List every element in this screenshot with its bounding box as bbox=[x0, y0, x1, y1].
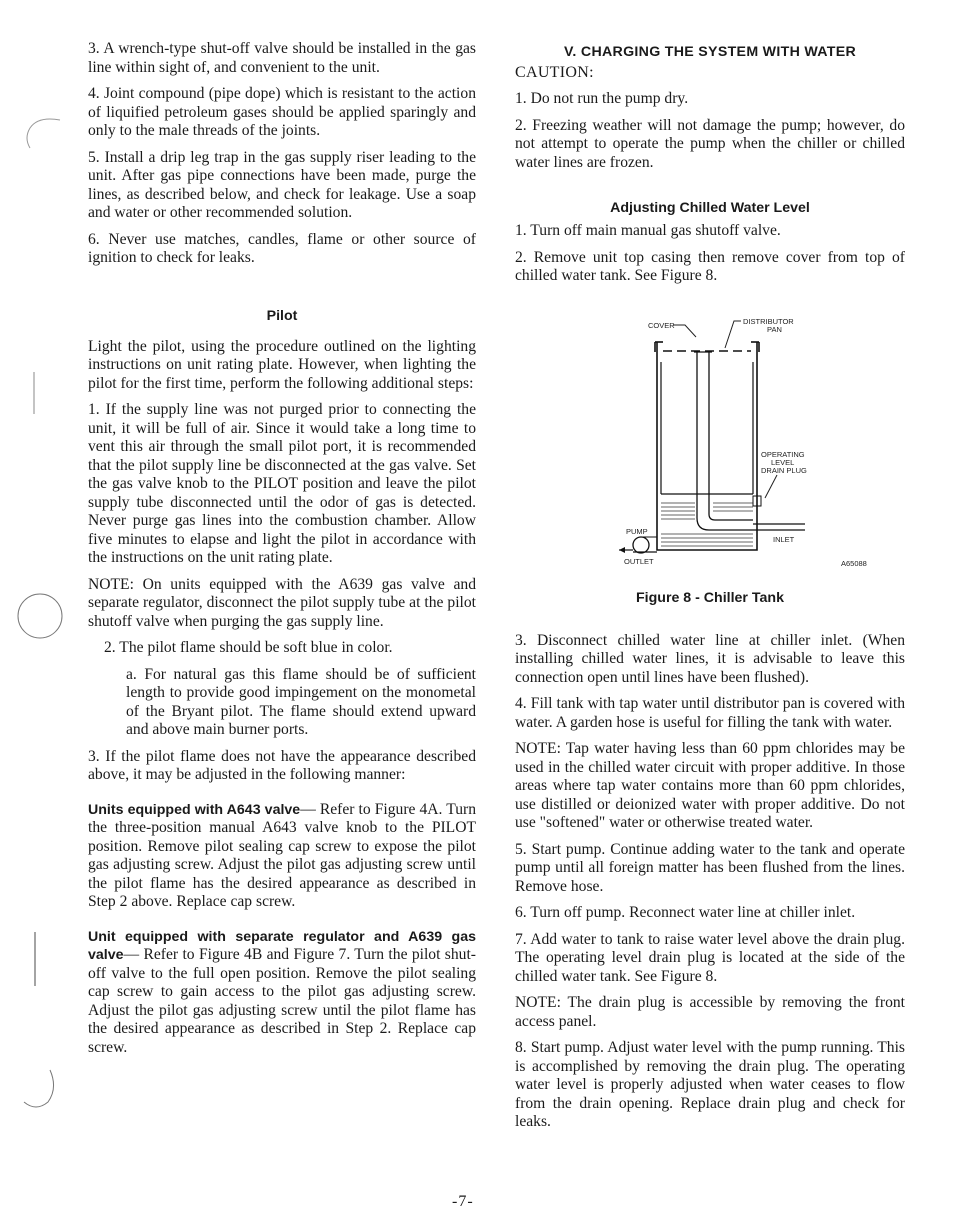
adjusting-step-6: 6. Turn off pump. Reconnect water line at chiller inlet. bbox=[515, 904, 856, 921]
pilot-heading: Pilot bbox=[266, 307, 298, 324]
adjusting-step-7: 7. Add water to tank to raise water level above the drain plug. The operating level drain plug is located at the side of the chilled water tank. See Figure 8. bbox=[515, 930, 905, 985]
adjusting-step-2: 2. Remove unit top casing then remove cover from top of chilled water tank. See Figure 8. bbox=[515, 248, 905, 284]
pilot-intro: Light the pilot, using the procedure outlined on the lighting instructions on unit rating plate. However, when lighting the pilot for the first time, perform the following additional steps: bbox=[88, 337, 476, 392]
figure-code-label: A65088 bbox=[841, 558, 867, 568]
a639-heading: Unit equipped with separate regulator and A639 gas valve bbox=[88, 928, 476, 963]
chiller-tank-diagram bbox=[515, 308, 905, 578]
figure-caption: Figure 8 - Chiller Tank bbox=[636, 589, 784, 606]
gas-step-6: 6. Never use matches, candles, flame or other source of ignition to check for leaks. bbox=[88, 230, 476, 266]
operating-label-3: DRAIN PLUG bbox=[761, 465, 807, 475]
binder-hole-mark-middle bbox=[16, 590, 66, 642]
outlet-label: OUTLET bbox=[624, 556, 654, 566]
binder-hole-mark-top bbox=[8, 112, 68, 162]
pilot-step-3: 3. If the pilot flame does not have the appearance described above, it may be adjusted in the following manner: bbox=[88, 747, 476, 783]
a643-heading: Units equipped with A643 valve bbox=[88, 801, 301, 818]
gas-step-5: 5. Install a drip leg trap in the gas supply riser leading to the unit. After gas pipe connections have been made, purge the lines, as described below, and check for leakage. Use a soap and water or other recommended solution. bbox=[88, 148, 476, 221]
pilot-step-2: 2. The pilot flame should be soft blue in color. bbox=[104, 639, 393, 656]
a643-text: — Refer to Figure 4A. Turn the three-position manual A643 valve knob to the PILOT position. Remove pilot sealing cap screw to expose the pilot gas adjusting screw. Adjust the pilot gas adjusting screw until the pilot flame has the desired appearance as described in Step 2 above. Replace cap screw. bbox=[88, 800, 476, 910]
pump-symbol bbox=[633, 537, 649, 553]
left-column bbox=[88, 40, 476, 1065]
a643-paragraph bbox=[88, 801, 476, 912]
section-heading: V. CHARGING THE SYSTEM WITH WATER bbox=[563, 44, 857, 60]
margin-scan-mark bbox=[24, 368, 44, 418]
adjusting-step-1: 1. Turn off main manual gas shutoff valve. bbox=[515, 222, 781, 239]
distributor-label-2: PAN bbox=[767, 324, 782, 334]
binder-hole-mark-bottom bbox=[14, 1062, 58, 1114]
cover-label: COVER bbox=[648, 320, 675, 330]
adjusting-step-3: 3. Disconnect chilled water line at chiller inlet. (When installing chilled water lines, it is advisable to leave this connection open until lines have been flushed). bbox=[515, 631, 905, 686]
gas-step-3: 3. A wrench-type shut-off valve should be installed in the gas line within sight of, and convenient to the unit. bbox=[88, 40, 476, 76]
adjusting-step-5: 5. Start pump. Continue adding water to the tank and operate pump until all foreign matter has been flushed from the lines. Remove hose. bbox=[515, 840, 905, 895]
pilot-step-2a: a. For natural gas this flame should be of sufficient length to provide good impingement on the monometal of the Bryant pilot. The flame should extend upward and above main burner ports. bbox=[126, 665, 476, 738]
operating-label-1: OPERATING bbox=[761, 449, 805, 459]
caution-item-2: 2. Freezing weather will not damage the pump; however, do not attempt to operate the pump when the chiller or chilled water lines are frozen. bbox=[515, 116, 905, 171]
margin-scan-mark-lower bbox=[30, 930, 40, 990]
inlet-label: INLET bbox=[773, 534, 795, 544]
chiller-tank-figure bbox=[515, 308, 905, 578]
pump-label: PUMP bbox=[626, 526, 648, 536]
caution-item-1: 1. Do not run the pump dry. bbox=[515, 90, 689, 107]
right-column bbox=[515, 40, 905, 1140]
adjusting-heading: Adjusting Chilled Water Level bbox=[610, 200, 810, 216]
operating-label-2: LEVEL bbox=[771, 457, 795, 467]
page-number: -7- bbox=[452, 1193, 474, 1210]
chloride-note: NOTE: Tap water having less than 60 ppm chlorides may be used in the chilled water circuit with proper additive. In those areas where tap water contains more than 60 ppm chlorides, use distilled or deionized water with proper additive. Do not use "softened" water or otherwise treated water. bbox=[515, 740, 905, 831]
a639-paragraph bbox=[88, 928, 476, 1058]
adjusting-step-4: 4. Fill tank with tap water until distributor pan is covered with water. A garden hose is useful for filling the tank with water. bbox=[515, 695, 905, 731]
pilot-step-1: 1. If the supply line was not purged prior to connecting the unit, it will be full of air. Since it would take a long time to vent this air through the small pilot port, it is recommended that the pilot supply line be disconnected at the gas valve. Set the gas valve knob to the PILOT position and leave the pilot supply tube disconnected until the odor of gas is detected. Never purge gas lines into the combustion chamber. Allow five minutes to elapse and light the pilot in accordance with the instructions on the unit rating plate. bbox=[88, 401, 476, 566]
distributor-label-1: DISTRIBUTOR bbox=[743, 316, 794, 326]
caution-label: CAUTION: bbox=[515, 64, 594, 81]
pilot-note: NOTE: On units equipped with the A639 gas valve and separate regulator, disconnect the pilot supply tube at the pilot shutoff valve when purging the gas supply line. bbox=[88, 575, 476, 630]
gas-step-4: 4. Joint compound (pipe dope) which is resistant to the action of liquified petroleum gases should be applied sparingly and only to the male threads of the joints. bbox=[88, 85, 476, 139]
drain-plug-note: NOTE: The drain plug is accessible by removing the front access panel. bbox=[515, 994, 905, 1030]
adjusting-step-8: 8. Start pump. Adjust water level with the pump running. This is accomplished by removing the drain plug. The operating water level is properly adjusted when water ceases to flow from the drain opening. Replace drain plug and check for leaks. bbox=[515, 1039, 905, 1130]
a639-text: — Refer to Figure 4B and Figure 7. Turn the pilot shut-off valve to the full open position. Remove the pilot sealing cap screw to gain access to the pilot gas adjusting screw. Adjust the pilot gas adjusting screw until the pilot flame has the desired appearance as described in Step 2. Replace cap screw. bbox=[88, 946, 476, 1056]
